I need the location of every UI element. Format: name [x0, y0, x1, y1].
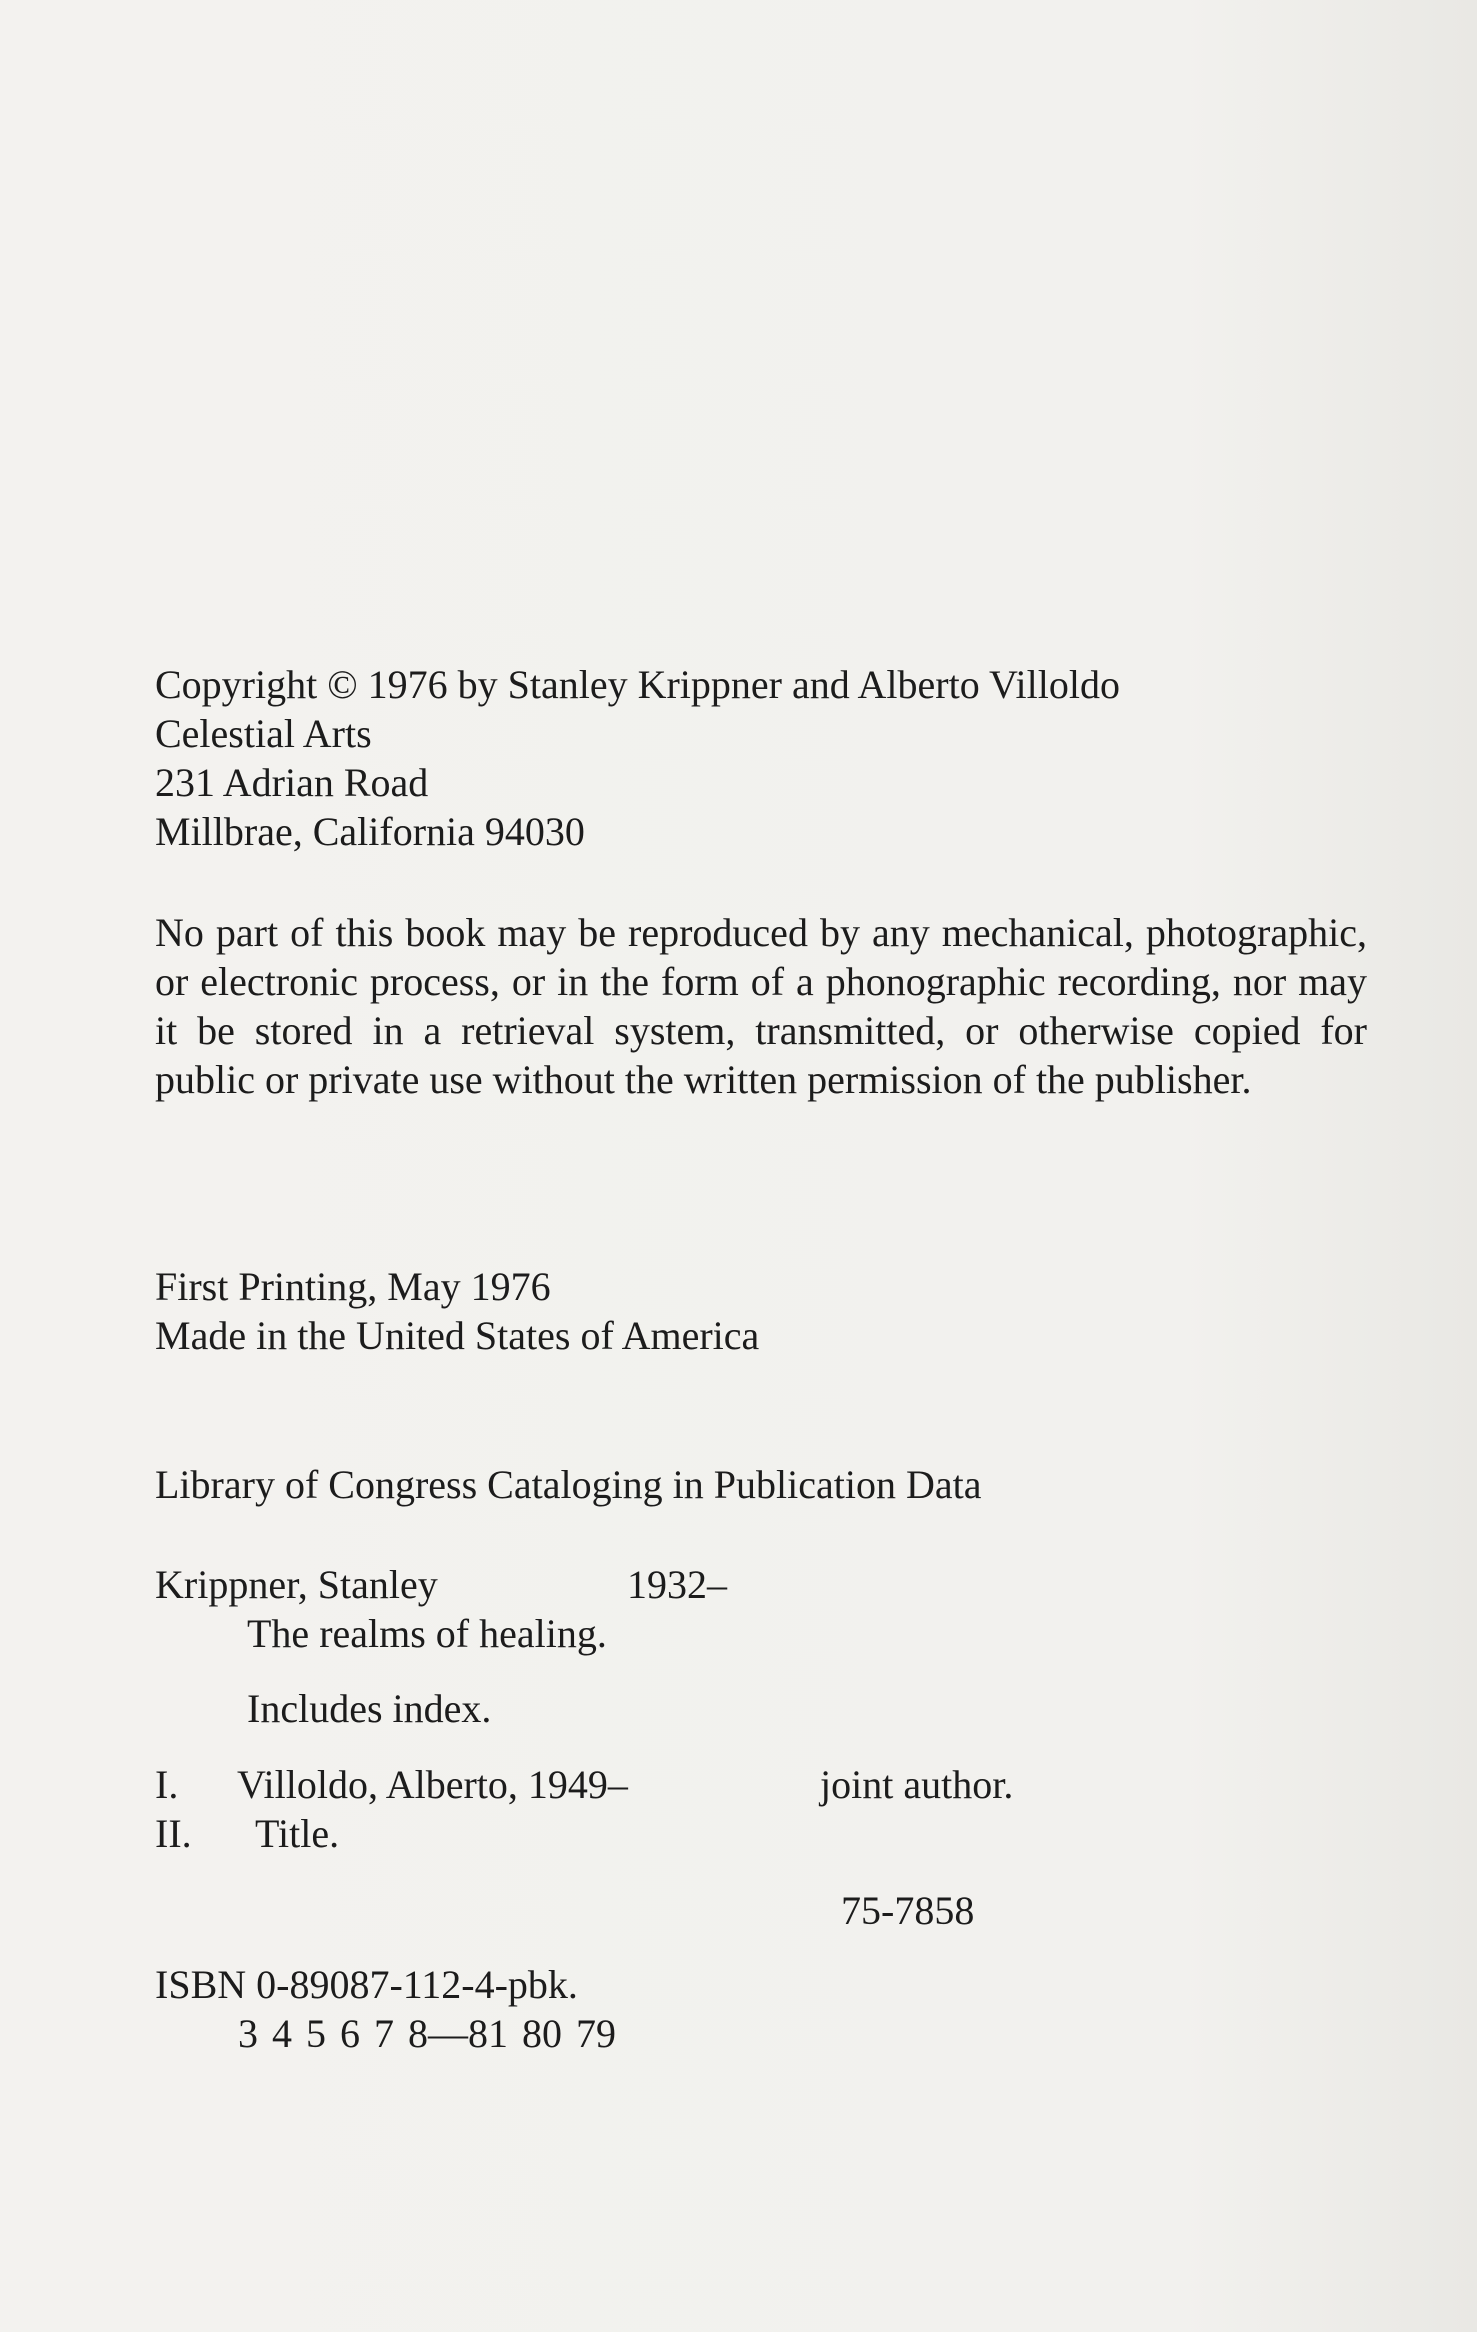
cip-author: Krippner, Stanley	[155, 1562, 438, 1607]
cip-note-block	[155, 1684, 1367, 1733]
rights-notice: No part of this book may be reproduced by any mechanical, photographic, or electronic process, or in the form of a phonographic recording, nor may it be stored in a retrieval system, transmitted, or otherwise copied for public or private use without the written permission of the publisher.	[155, 910, 1367, 1102]
cip-block	[155, 1460, 1367, 1509]
cip-title-text: The realms of healing.	[247, 1611, 607, 1656]
copyright-line: Copyright © 1976 by Stanley Krippner and Alberto Villoldo	[155, 662, 1120, 707]
first-printing: First Printing, May 1976	[155, 1264, 551, 1309]
cip-author-row	[155, 1560, 1367, 1609]
isbn: ISBN 0-89087-112-4-pbk.	[155, 1962, 578, 2007]
cip-tracing-2	[155, 1809, 1367, 1858]
cip-heading: Library of Congress Cataloging in Publication Data	[155, 1462, 982, 1507]
cip-tracing-1-number: I.	[155, 1762, 179, 1807]
cip-author-dates: 1932–	[627, 1562, 727, 1607]
printing-sequence: 3 4 5 6 7 8—81 80 79	[238, 2011, 616, 2056]
lccn-row	[155, 1886, 1367, 1935]
cip-entry	[155, 1560, 1367, 1658]
lccn: 75-7858	[841, 1888, 975, 1933]
country-of-manufacture: Made in the United States of America	[155, 1313, 760, 1358]
publisher-city: Millbrae, California 94030	[155, 809, 585, 854]
cip-note	[155, 1684, 1367, 1733]
printing-block	[155, 1262, 1367, 1360]
cip-title	[155, 1609, 1367, 1658]
lccn-block	[155, 1886, 1367, 1935]
cip-tracing-2-text: Title.	[255, 1811, 340, 1856]
cip-tracing-1-role: joint author.	[820, 1762, 1014, 1807]
cip-tracings	[155, 1760, 1367, 1858]
publisher-street: 231 Adrian Road	[155, 760, 429, 805]
isbn-block	[155, 1960, 1367, 2058]
cip-tracing-1-text: Villoldo, Alberto, 1949–	[237, 1762, 628, 1807]
publisher-block	[155, 660, 1367, 856]
publisher-name: Celestial Arts	[155, 711, 372, 756]
cip-tracing-1	[155, 1760, 1367, 1809]
cip-tracing-2-number: II.	[155, 1811, 192, 1856]
cip-note-text: Includes index.	[247, 1686, 492, 1731]
